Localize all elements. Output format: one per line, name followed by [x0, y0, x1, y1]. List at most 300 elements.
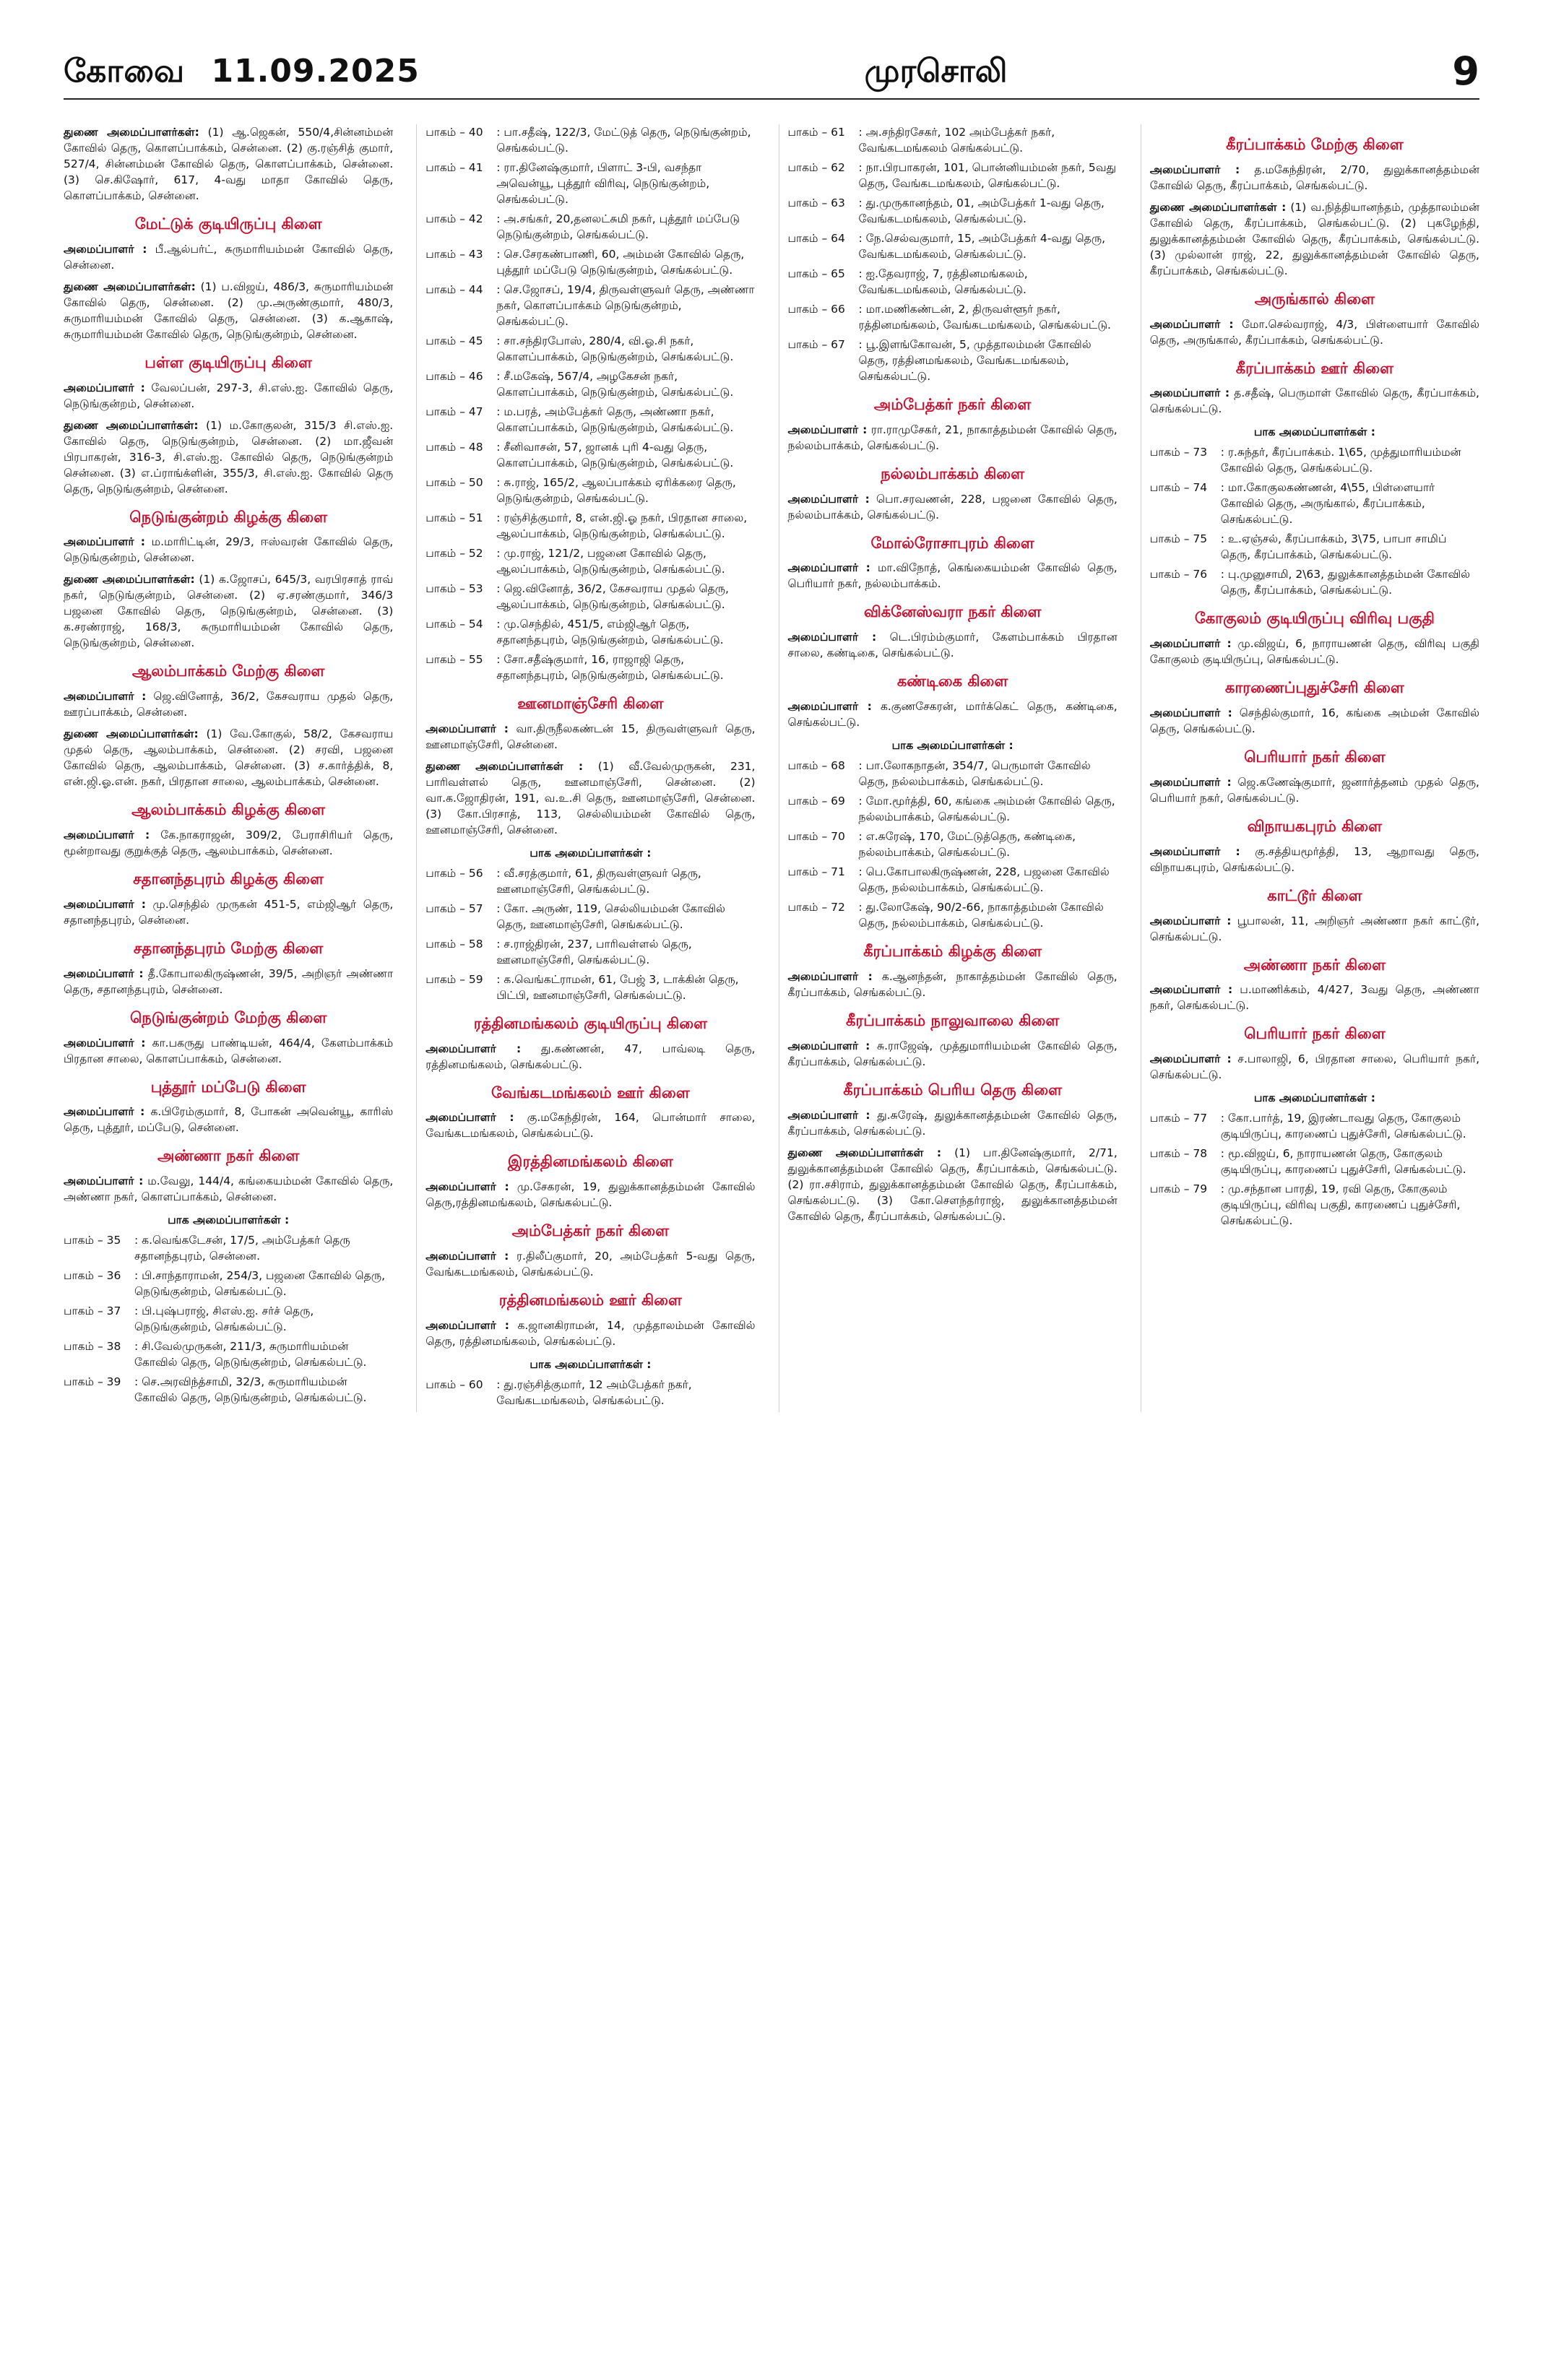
booth-entry [425, 124, 755, 156]
booth-entry [1150, 480, 1479, 527]
member-details: கு.மகேந்திரன், 164, பொன்மார் சாலை, வேங்கடமங்கலம், செங்கல்பட்டு. [425, 1111, 756, 1141]
member-details: (1) ம.கோகுலன், 315/3 சி.எஸ்.ஐ. கோவில் தெரு, நெடுங்குன்றம், சென்னை. (2) மா.ஜீவன் பிரபாகரன், 316-3, சி.எஸ்.ஐ. கோவில் தெரு, நெடுங்குன்றம் சென்னை. (3) எ.ப்ராங்க்ளின், 355/3, சி.எஸ்.ஐ. கோவில் தெரு தெரு, நெடுங்குன்றம், சென்னை. [64, 418, 394, 496]
booth-number: பாகம் – 76 [1149, 568, 1208, 581]
member-paragraph [425, 1317, 755, 1349]
section-subheading: பாக அமைப்பாளர்கள் : [1253, 1091, 1375, 1105]
booth-number: பாகம் – 75 [1149, 532, 1208, 546]
member-details: ச.பாலாஜி, 6, பிரதான சாலை, பெரியார் நகர், செங்கல்பட்டு. [1149, 1052, 1479, 1082]
branch-heading: கீரப்பாக்கம் பெரிய தெரு கிளை [843, 1081, 1063, 1099]
booth-member: : மோ.மூர்த்தி, 60, கங்கை அம்மன் கோவில் தெரு, நல்லம்பாக்கம், செங்கல்பட்டு. [858, 795, 1115, 824]
booth-number: பாகம் – 67 [787, 338, 845, 351]
role-label: அமைப்பாளர் : [1149, 914, 1232, 927]
section-subheading: பாக அமைப்பாளர்கள் : [530, 846, 652, 860]
masthead [64, 48, 1479, 100]
booth-number: பாகம் – 60 [425, 1377, 483, 1391]
booth-member: : பா.சதீஷ், 122/3, மேட்டுத் தெரு, நெடுங்குன்றம், செங்கல்பட்டு. [496, 126, 751, 155]
member-paragraph [1150, 913, 1479, 945]
booth-entry [64, 1232, 393, 1264]
article-columns [64, 124, 1479, 1412]
role-label: அமைப்பாளர் : [1149, 637, 1232, 651]
booth-number: பாகம் – 70 [787, 830, 845, 844]
booth-entry [1150, 531, 1479, 563]
branch-heading: அண்ணா நகர் கிளை [157, 1147, 300, 1165]
booth-member: : ஐ.தேவராஜ், 7, ரத்தினமங்கலம், வேங்கடமங்கலம், செங்கல்பட்டு. [858, 267, 1028, 296]
member-paragraph [788, 698, 1118, 730]
booth-number: பாகம் – 64 [787, 232, 845, 245]
booth-number: பாகம் – 58 [425, 937, 483, 951]
branch-heading: ஊனமாஞ்சேரி கிளை [517, 695, 664, 712]
member-details: (1) பா.தினேஷ்குமார், 2/71, துலுக்கானத்தம்மன் கோவில் தெரு, கீரப்பாக்கம், செங்கல்பட்டு. (2) ரா.சசிராம், துலுக்கானத்தம்மன் கோவில் தெரு, கீரப்பாக்கம், செங்கல்பட்டு. (3) கோ.சௌந்தர்ராஜ், துலுக்கானத்தம்மன் கோவில் தெரு, கீரப்பாக்கம், செங்கல்பட்டு. [787, 1146, 1118, 1223]
branch-heading: அருங்கால் கிளை [1254, 290, 1375, 308]
booth-entry [788, 899, 1118, 931]
role-label: அமைப்பாளர் : [787, 561, 870, 575]
branch-heading: கீரப்பாக்கம் ஊர் கிளை [1235, 359, 1394, 377]
booth-number: பாகம் – 79 [1149, 1182, 1208, 1196]
booth-entry [425, 510, 755, 542]
booth-entry [64, 1303, 393, 1335]
branch-heading: ஆலம்பாக்கம் கிழக்கு கிளை [131, 801, 326, 819]
edition-date [64, 53, 420, 94]
booth-entry [425, 475, 755, 506]
branch-heading: விக்னேஸ்வரா நகர் கிளை [863, 603, 1042, 621]
member-paragraph [64, 279, 393, 342]
member-paragraph [788, 629, 1118, 661]
booth-member: : க.வெங்கட்ராமன், 61, பேஜ் 3, டாக்கின் தெரு, பிட்பி, ஊனமாஞ்சேரி, செங்கல்பட்டு. [496, 972, 739, 1002]
member-details: (1) வே.கோகுல், 58/2, கேசவராய முதல் தெரு, ஆலம்பாக்கம், சென்னை. (2) சரவி, பஜனை கோவில் தெரு, ஆலம்பாக்கம், சென்னை. (3) ச.கார்த்திக், 8, என்.ஜி.ஓ.என். நகர், பிரதான சாலை, ஆலம்பாக்கம், சென்னை. [64, 727, 394, 789]
booth-member: : சீ.மகேஷ், 567/4, அழகேசன் நகர், கொளப்பாக்கம், நெடுங்குன்றம், செங்கல்பட்டு. [496, 370, 734, 399]
booth-member: : து.முருகானந்தம், 01, அம்பேத்கர் 1-வது தெரு, வேங்கடமங்கலம், செங்கல்பட்டு. [858, 196, 1105, 225]
booth-entry [425, 1377, 755, 1408]
member-paragraph [425, 1109, 755, 1141]
booth-entry [425, 581, 755, 613]
booth-member: : பி.புஷ்பராஜ், சிஎஸ்.ஐ. சர்ச் தெரு, நெடுங்குன்றம், செங்கல்பட்டு. [134, 1304, 314, 1334]
column-2 [416, 124, 755, 1412]
member-paragraph [64, 827, 393, 859]
member-details: டெ.பிரம்ம்குமார், கேளம்பாக்கம் பிரதான சாலை, கண்டிகை, செங்கல்பட்டு. [787, 631, 1118, 660]
booth-entry [425, 901, 755, 932]
member-details: கு.சத்தியமூர்த்தி, 13, ஆறாவது தெரு, விநாயகபுரம், செங்கல்பட்டு. [1149, 844, 1479, 874]
booth-member: : மு.சந்தான பாரதி, 19, ரவி தெரு, கோகுலம் குடியிருப்பு, விரிவு பகுதி, காரணைப் புதுச்சேரி, செங்கல்பட்டு. [1220, 1182, 1461, 1228]
booth-number: பாகம் – 69 [787, 795, 845, 808]
booth-member: : மா.மணிகண்டன், 2, திருவள்ளூர் நகர், ரத்தினமங்கலம், வேங்கடமங்கலம், செங்கல்பட்டு. [858, 303, 1111, 332]
member-details: ஜெ.கணேஷ்குமார், ஜனார்த்தனம் முதல் தெரு, பெரியார் நகர், செங்கல்பட்டு. [1149, 775, 1479, 805]
role-label: அமைப்பாளர் : [1149, 386, 1230, 400]
booth-entry [425, 368, 755, 400]
booth-entry [64, 1374, 393, 1406]
branch-heading: வேங்கடமங்கலம் ஊர் கிளை [491, 1083, 690, 1102]
member-paragraph [64, 1173, 393, 1205]
booth-number: பாகம் – 48 [425, 441, 483, 454]
member-details: (1) ஆ.ஜெகன், 550/4,சின்னம்மன் கோவில் தெரு, கொளப்பாக்கம், சென்னை. (2) கு.ரஞ்சித் குமார், 527/4, சின்னம்மன் கோவில் தெரு, கொளப்பாக்கம், சென்னை. (3) செ.கிஷோர், 617, 4-வது மாதா கோவில் தெரு, கொளப்பாக்கம், சென்னை. [64, 126, 394, 202]
member-paragraph [1150, 162, 1479, 194]
role-label: அமைப்பாளர் : [64, 1105, 145, 1119]
member-details: மா.விநோத், கெங்கையம்மன் கோவில் தெரு, பெரியார் நகர், நல்லம்பாக்கம். [787, 561, 1118, 591]
booth-number: பாகம் – 54 [425, 618, 483, 631]
booth-number: பாகம் – 77 [1149, 1112, 1208, 1125]
booth-member: : செ.அரவிந்த்சாமி, 32/3, சுருமாரியம்மன் கோவில் தெரு, நெடுங்குன்றம், செங்கல்பட்டு. [134, 1375, 367, 1405]
role-label: அமைப்பாளர் : [1149, 317, 1234, 331]
booth-entry [425, 545, 755, 577]
branch-heading: பெரியார் நகர் கிளை [1244, 748, 1386, 766]
member-details: மு.செந்தில் முருகன் 451-5, எம்ஜிஆர் தெரு, சதானந்தபுரம், சென்னை. [64, 897, 394, 927]
booth-entry [425, 865, 755, 897]
role-label: அமைப்பாளர் : [64, 897, 146, 911]
branch-heading: கீரப்பாக்கம் கிழக்கு கிளை [863, 943, 1042, 961]
role-label: அமைப்பாளர் : [64, 381, 145, 394]
member-paragraph [64, 417, 393, 497]
section-subheading: பாக அமைப்பாளர்கள் : [530, 1357, 652, 1371]
member-paragraph [1150, 705, 1479, 737]
booth-entry [425, 972, 755, 1003]
role-label: அமைப்பாளர் : [64, 1174, 144, 1188]
booth-member: : ர.சுந்தர், கீரப்பாக்கம். 1\65, முத்துமாரியம்மன் கோவில் தெரு, செங்கல்பட்டு. [1220, 446, 1461, 475]
booth-member: : பூ.இளங்கோவன், 5, முத்தாலம்மன் கோவில் தெரு, ரத்தினமங்கலம், வேங்கடமங்கலம், செங்கல்பட்டு. [858, 338, 1092, 383]
role-label: அமைப்பாளர் : [64, 535, 145, 549]
member-details: வேலப்பன், 297-3, சி.எஸ்.ஐ. கோவில் தெரு, நெடுங்குன்றம், சென்னை. [64, 381, 394, 410]
booth-member: : து.லோகேஷ், 90/2-66, நாகாத்தம்மன் கோவில் தெரு, நல்லம்பாக்கம், செங்கல்பட்டு. [858, 901, 1104, 930]
booth-number: பாகம் – 53 [425, 582, 483, 595]
booth-member: : மு.ராஜ், 121/2, பஜனை கோவில் தெரு, ஆலப்பாக்கம், நெடுங்குன்றம், செங்கல்பட்டு. [496, 547, 725, 576]
member-paragraph [425, 1041, 755, 1073]
booth-entry [425, 652, 755, 683]
booth-number: பாகம் – 52 [425, 547, 483, 560]
booth-member: : அ.சந்திரசேகர், 102 அம்பேத்கர் நகர், வேங்கடமங்கலம் செங்கல்பட்டு. [858, 126, 1055, 155]
member-details: க.ஆனந்தன், நாகாத்தம்மன் கோவில் தெரு, கீரப்பாக்கம், செங்கல்பட்டு. [787, 969, 1118, 999]
role-label: அமைப்பாளர் : [787, 700, 872, 714]
member-paragraph [64, 380, 393, 412]
booth-number: பாகம் – 42 [425, 212, 483, 225]
member-details: மோ.செல்வராஜ், 4/3, பிள்ளையார் கோவில் தெரு, அருங்கால், கீரப்பாக்கம், செங்கல்பட்டு. [1149, 317, 1479, 347]
member-paragraph [64, 1035, 393, 1067]
booth-entry [788, 301, 1118, 333]
role-label: துணை அமைப்பாளர்கள் : [425, 759, 584, 773]
booth-member: : நே.செல்வகுமார், 15, அம்பேத்கர் 4-வது தெரு, வேங்கடமங்கலம், செங்கல்பட்டு. [858, 232, 1106, 261]
booth-member: : கோ. அருண், 119, செல்லியம்மன் கோவில் தெரு, ஊனமாஞ்சேரி, செங்கல்பட்டு. [496, 901, 725, 931]
member-details: செந்தில்குமார், 16, கங்கை அம்மன் கோவில் தெரு, செங்கல்பட்டு. [1149, 706, 1479, 736]
member-paragraph [788, 969, 1118, 1000]
booth-entry [788, 266, 1118, 298]
booth-member: : செ.சேரகண்பாணி, 60, அம்மன் கோவில் தெரு, புத்தூர் மப்பேடு நெடுங்குன்றம், செங்கல்பட்டு. [496, 248, 745, 277]
booth-entry [425, 246, 755, 278]
booth-number: பாகம் – 45 [425, 334, 483, 347]
section-subheading: பாக அமைப்பாளர்கள் : [1253, 425, 1375, 439]
booth-member: : ஜெ.வினோத், 36/2, கேசவராய முதல் தெரு, ஆலப்பாக்கம், நெடுங்குன்றம், செங்கல்பட்டு. [496, 582, 729, 611]
booth-entry [425, 211, 755, 243]
role-label: அமைப்பாளர் : [787, 1108, 870, 1122]
branch-heading: ரத்தினமங்கலம் குடியிருப்பு கிளை [473, 1014, 708, 1032]
booth-member: : பு.முனுசாமி, 2\63, துலுக்கானத்தம்மன் கோவில் தெரு, கீரப்பாக்கம், செங்கல்பட்டு. [1220, 568, 1470, 597]
booth-entry [425, 282, 755, 329]
booth-member: : து.ரஞ்சித்குமார், 12 அம்பேத்கர் நகர், வேங்கடமங்கலம், செங்கல்பட்டு. [496, 1377, 692, 1407]
page-number: 9 [1452, 48, 1479, 94]
booth-number: பாகம் – 36 [64, 1269, 121, 1283]
role-label: துணை அமைப்பாளர்கள்: [64, 573, 195, 587]
booth-member: : சீனிவாசன், 57, ஜானக் புரி 4-வது தெரு, கொளப்பாக்கம், நெடுங்குன்றம், செங்கல்பட்டு. [496, 441, 734, 469]
branch-heading: அம்பேத்கர் நகர் கிளை [511, 1222, 670, 1240]
branch-heading: மேட்டுக் குடியிருப்பு கிளை [134, 215, 322, 233]
booth-number: பாகம் – 51 [425, 511, 483, 524]
member-paragraph [1150, 385, 1479, 417]
role-label: அமைப்பாளர் : [1149, 1052, 1232, 1066]
booth-number: பாகம் – 61 [787, 126, 845, 139]
member-paragraph [1150, 199, 1479, 279]
branch-heading: கீரப்பாக்கம் மேற்கு கிளை [1226, 136, 1404, 153]
member-paragraph [788, 560, 1118, 592]
branch-heading: இரத்தினமங்கலம் கிளை [507, 1153, 673, 1171]
section-subheading: பாக அமைப்பாளர்கள் : [891, 739, 1013, 753]
booth-member: : க.வெங்கடேசன், 17/5, அம்பேத்கர் தெரு சதானந்தபுரம், சென்னை. [134, 1234, 350, 1263]
branch-heading: புத்தூர் மப்பேடு கிளை [150, 1078, 306, 1096]
role-label: அமைப்பாளர் : [64, 242, 147, 256]
member-details: (1) வீ.வேல்முருகன், 231, பாரிவள்ளல் தெரு, ஊனமாஞ்சேரி, சென்னை. (2) வா.க.ஜோதிரன், 191, வ.உ.சி தெரு, ஊனமாஞ்சேரி, சென்னை. (3) கோ.பிரசாத், 113, செல்லியம்மன் கோவில் தெரு, ஊனமாஞ்சேரி, சென்னை. [425, 759, 756, 836]
column-3 [779, 124, 1118, 1412]
member-paragraph [425, 1179, 755, 1211]
booth-entry [1150, 444, 1479, 476]
branch-heading: சதானந்தபுரம் கிழக்கு கிளை [133, 870, 324, 888]
booth-number: பாகம் – 44 [425, 283, 483, 296]
booth-member: : ச.ராஜ்திரன், 237, பாரிவள்ளல் தெரு, ஊனமாஞ்சேரி, செங்கல்பட்டு. [496, 937, 692, 966]
member-paragraph [1150, 1051, 1479, 1083]
booth-member: : அ.சங்கர், 20,தனலட்சுமி நகர், புத்தூர் மப்பேடு நெடுங்குன்றம், செங்கல்பட்டு. [496, 212, 740, 241]
member-paragraph [788, 1145, 1118, 1224]
member-paragraph [64, 688, 393, 720]
booth-member: : மா.கோகுலகண்ணன், 4\55, பிள்ளையார் கோவில் தெரு, அருங்கால், கீரப்பாக்கம், செங்கல்பட்டு. [1220, 481, 1435, 527]
role-label: அமைப்பாளர் : [787, 969, 873, 983]
booth-number: பாகம் – 72 [787, 901, 845, 914]
booth-member: : மூ.விஜய், 6, நாராயணன் தெரு, கோகுலம் குடியிருப்பு, காரணைப் புதுச்சேரி, செங்கல்பட்டு. [1220, 1147, 1466, 1177]
booth-number: பாகம் – 35 [64, 1234, 121, 1247]
booth-number: பாகம் – 39 [64, 1375, 121, 1389]
branch-heading: காரணைப்புதுச்சேரி கிளை [1224, 679, 1404, 697]
booth-member: : சோ.சதீஷ்குமார், 16, ராஜாஜி தெரு, சதானந்தபுரம், நெடுங்குன்றம், செங்கல்பட்டு. [496, 653, 724, 682]
booth-number: பாகம் – 63 [787, 196, 845, 209]
member-paragraph [788, 422, 1118, 454]
booth-entry [1150, 1181, 1479, 1229]
role-label: அமைப்பாளர் : [787, 631, 877, 644]
branch-heading: கோகுலம் குடியிருப்பு விரிவு பகுதி [1194, 610, 1435, 628]
booth-entry [425, 936, 755, 968]
role-label: அமைப்பாளர் : [1149, 844, 1240, 858]
role-label: துணை அமைப்பாளர்கள் : [787, 1146, 942, 1159]
member-details: மு.விஜய், 6, நாராயணன் தெரு, விரிவு பகுதி கோகுலம் குடியிருப்பு, செங்கல்பட்டு. [1149, 637, 1479, 667]
role-label: அமைப்பாளர் : [787, 423, 868, 436]
booth-member: : பி.சாந்தாராமன், 254/3, பஜனை கோவில் தெரு, நெடுங்குன்றம், செங்கல்பட்டு. [134, 1269, 386, 1299]
member-details: ரா.ராமுசேகர், 21, நாகாத்தம்மன் கோவில் தெரு, நல்லம்பாக்கம், செங்கல்பட்டு. [787, 423, 1118, 452]
booth-entry [1150, 566, 1479, 598]
booth-number: பாகம் – 38 [64, 1340, 121, 1354]
member-details: ர.திலீப்குமார், 20, அம்பேத்கர் 5-வது தெரு, வேங்கடமங்கலம், செங்கல்பட்டு. [425, 1250, 756, 1279]
member-details: (1) வ.நித்தியானந்தம், முத்தாலம்மன் கோவில் தெரு, கீரப்பாக்கம், செங்கல்பட்டு. (2) புகழேந்தி, துலுக்கானத்தம்மன் கோவில் தெரு, கீரப்பாக்கம், செங்கல்பட்டு. (3) முல்லான் ராஜ், 22, துலுக்கானத்தம்மன் கோவில் தெரு, கீரப்பாக்கம், செங்கல்பட்டு. [1149, 200, 1480, 277]
branch-heading: அண்ணா நகர் கிளை [1243, 956, 1386, 974]
role-label: துணை அமைப்பாளர்கள்: [64, 126, 199, 139]
branch-heading: சதானந்தபுரம் மேற்கு கிளை [133, 939, 324, 957]
member-paragraph [425, 758, 755, 838]
role-label: அமைப்பாளர் : [425, 722, 509, 735]
member-paragraph [425, 1248, 755, 1280]
booth-entry [64, 1338, 393, 1370]
member-details: கா.பகருது பாண்டியன், 464/4, கேளம்பாக்கம் பிரதான சாலை, கொளப்பாக்கம், சென்னை. [64, 1036, 394, 1065]
role-label: அமைப்பாளர் : [425, 1180, 509, 1194]
member-details: (1) க.ஜோசப், 645/3, வரபிரசாத் ராவ் நகர், நெடுங்குன்றம், சென்னை. (2) ஏ.சரண்குமார், 346/3 பஜனை கோவில் தெரு, நெடுங்குன்றம், சென்னை. (3) க.சரண்ராஜ், 168/3, சுருமாரியம்மன் கோவில் தெரு, நெடுங்குன்றம், சென்னை. [64, 573, 394, 650]
booth-entry [788, 160, 1118, 191]
role-label: அமைப்பாளர் : [1149, 775, 1232, 789]
member-details: க.ஜானகிராமன், 14, முத்தாலம்மன் கோவில் தெரு, ரத்தினமங்கலம், செங்கல்பட்டு. [425, 1318, 756, 1348]
member-paragraph [1150, 982, 1479, 1013]
role-label: துணை அமைப்பாளர்கள் : [1149, 200, 1287, 214]
booth-member: : நா.பிரபாகரன், 101, பொன்னியம்மன் நகர், 5வது தெரு, வேங்கடமங்கலம், செங்கல்பட்டு. [858, 161, 1117, 190]
member-details: பொ.சரவணன், 228, பஜனை கோவில் தெரு, நல்லம்பாக்கம், செங்கல்பட்டு. [787, 492, 1118, 522]
booth-number: பாகம் – 62 [787, 161, 845, 174]
role-label: அமைப்பாளர் : [1149, 706, 1232, 720]
booth-number: பாகம் – 74 [1149, 481, 1208, 495]
booth-number: பாகம் – 66 [787, 303, 845, 316]
member-details: ஜெ.வினோத், 36/2, கேசவராய முதல் தெரு, ஊரப்பாக்கம், சென்னை. [64, 690, 394, 719]
booth-member: : சு.ராஜ், 165/2, ஆலப்பாக்கம் ஏரிக்கரை தெரு, நெடுங்குன்றம், செங்கல்பட்டு. [496, 476, 736, 505]
branch-heading: விநாயகபுரம் கிளை [1247, 817, 1383, 835]
role-label: அமைப்பாளர் : [425, 1042, 522, 1055]
booth-member: : எ.சுரேஷ், 170, மேட்டுத்தெரு, கண்டிகை, நல்லம்பாக்கம், செங்கல்பட்டு. [858, 830, 1076, 860]
member-paragraph [64, 534, 393, 566]
booth-entry [425, 616, 755, 648]
booth-entry [788, 337, 1118, 384]
member-paragraph [425, 721, 755, 753]
booth-number: பாகம் – 71 [787, 865, 845, 879]
booth-entry [425, 439, 755, 471]
booth-entry [64, 1268, 393, 1299]
booth-number: பாகம் – 46 [425, 370, 483, 383]
member-details: து.சுரேஷ், துலுக்கானத்தம்மன் கோவில் தெரு, கீரப்பாக்கம், செங்கல்பட்டு. [787, 1108, 1118, 1138]
role-label: அமைப்பாளர் : [64, 966, 144, 980]
member-paragraph [64, 571, 393, 651]
role-label: அமைப்பாளர் : [64, 1036, 146, 1050]
column-4 [1141, 124, 1479, 1412]
booth-number: பாகம் – 73 [1149, 446, 1208, 459]
booth-entry [788, 793, 1118, 825]
booth-entry [788, 195, 1118, 227]
role-label: அமைப்பாளர் : [787, 492, 870, 506]
member-details: ம.மாரிட்டின், 29/3, ஈஸ்வரன் கோவில் தெரு, நெடுங்குன்றம், சென்னை. [64, 535, 394, 565]
booth-number: பாகம் – 59 [425, 972, 483, 986]
branch-heading: காட்டூர் கிளை [1267, 886, 1362, 904]
booth-number: பாகம் – 68 [787, 759, 845, 773]
member-details: பூபாலன், 11, அறிஞர் அண்ணா நகர் காட்டூர், செங்கல்பட்டு. [1149, 914, 1479, 943]
booth-entry [1150, 1110, 1479, 1142]
newspaper-title: முரசொலி [864, 53, 1008, 90]
member-paragraph [64, 966, 393, 998]
role-label: அமைப்பாளர் : [425, 1318, 509, 1332]
role-label: அமைப்பாளர் : [64, 828, 150, 842]
booth-number: பாகம் – 43 [425, 248, 483, 261]
booth-number: பாகம் – 57 [425, 901, 483, 915]
issue-date: 11.09.2025 [211, 53, 420, 90]
booth-member: : சா.சந்திரபோஸ், 280/4, வி.ஓ.சி நகர், கொளப்பாக்கம், நெடுங்குன்றம், செங்கல்பட்டு. [496, 334, 734, 363]
member-details: தீ.கோபாலகிருஷ்ணன், 39/5, அறிஞர் அண்ணா தெரு, சதானந்தபுரம், சென்னை. [64, 966, 394, 996]
role-label: அமைப்பாளர் : [425, 1250, 509, 1263]
role-label: துணை அமைப்பாளர்கள்: [64, 418, 199, 432]
member-paragraph [64, 124, 393, 204]
member-details: மு.சேகரன், 19, துலுக்கானத்தம்மன் கோவில் தெரு,ரத்தினமங்கலம், செங்கல்பட்டு. [425, 1180, 756, 1210]
branch-heading: கண்டிகை கிளை [896, 672, 1008, 691]
member-details: சு.ராஜேஷ், முத்துமாரியம்மன் கோவில் தெரு, கீரப்பாக்கம், செங்கல்பட்டு. [787, 1039, 1118, 1068]
member-paragraph [64, 241, 393, 273]
branch-heading: பள்ள குடியிருப்பு கிளை [144, 353, 312, 371]
booth-entry [425, 404, 755, 436]
role-label: துணை அமைப்பாளர்கள்: [64, 280, 196, 293]
branch-heading: பெரியார் நகர் கிளை [1244, 1025, 1386, 1043]
booth-member: : கோ.பார்த், 19, இரண்டாவது தெரு, கோகுலம் குடியிருப்பு, காரணைப் புதுச்சேரி, செங்கல்பட்டு. [1220, 1112, 1466, 1141]
member-paragraph [1150, 316, 1479, 348]
member-details: க.பிரேம்குமார், 8, போகன் அவென்யூ, காரிஸ் தெரு, புத்தூர், மப்பேடு, சென்னை. [64, 1105, 394, 1135]
booth-member: : பா.லோகநாதன், 354/7, பெருமாள் கோவில் தெரு, நல்லம்பாக்கம், செங்கல்பட்டு. [858, 759, 1091, 789]
member-details: பீ.ஆல்பர்ட், சுருமாரியம்மன் கோவில் தெரு, சென்னை. [64, 242, 394, 272]
member-paragraph [64, 896, 393, 928]
booth-member: : பெ.கோபாலகிருஷ்ணன், 228, பஜனை கோவில் தெரு, நல்லம்பாக்கம், செங்கல்பட்டு. [858, 865, 1110, 895]
booth-entry [788, 124, 1118, 156]
booth-entry [425, 333, 755, 365]
booth-member: : மு.செந்தில், 451/5, எம்ஜிஆர் தெரு, சதானந்தபுரம், நெடுங்குன்றம், செங்கல்பட்டு. [496, 618, 724, 646]
member-paragraph [1150, 636, 1479, 667]
member-details: ப.மாணிக்கம், 4/427, 3வது தெரு, அண்ணா நகர், செங்கல்பட்டு. [1149, 983, 1479, 1013]
member-paragraph [788, 1038, 1118, 1070]
booth-number: பாகம் – 37 [64, 1304, 121, 1318]
branch-heading: நெடுங்குன்றம் மேற்கு கிளை [129, 1008, 327, 1026]
branch-heading: ரத்தினமங்கலம் ஊர் கிளை [498, 1291, 682, 1310]
booth-member: : சி.வேல்முருகன், 211/3, சுருமாரியம்மன் கோவில் தெரு, நெடுங்குன்றம், செங்கல்பட்டு. [134, 1340, 367, 1369]
role-label: அமைப்பாளர் : [1149, 983, 1233, 997]
member-details: க.குணசேகரன், மார்க்கெட் தெரு, கண்டிகை, செங்கல்பட்டு. [787, 700, 1118, 730]
booth-number: பாகம் – 40 [425, 126, 483, 139]
member-details: கே.நாகராஜன், 309/2, பேராசிரியர் தெரு, மூன்றாவது குறுக்குத் தெரு, ஆலம்பாக்கம், சென்னை. [64, 828, 394, 858]
member-details: (1) ப.விஜய், 486/3, சுருமாரியம்மன் கோவில் தெரு, சென்னை. (2) மு.அருண்குமார், 480/3, சுருமாரியம்மன் கோவில் தெரு, சென்னை. (3) க.ஆகாஷ், சுருமாரியம்மன் கோவில் தெரு, நெடுங்குன்றம், சென்னை. [64, 280, 394, 341]
edition-name: கோவை [64, 53, 186, 90]
branch-heading: மோல்ரோசாபுரம் கிளை [870, 534, 1034, 552]
member-details: து.கண்ணன், 47, பாவ்லடி தெரு, ரத்தினமங்கலம், செங்கல்பட்டு. [425, 1042, 756, 1071]
member-details: த.சதீஷ், பெருமாள் கோவில் தெரு, கீரப்பாக்கம், செங்கல்பட்டு. [1149, 386, 1479, 416]
member-paragraph [1150, 844, 1479, 875]
booth-entry [788, 230, 1118, 262]
booth-number: பாகம் – 47 [425, 405, 483, 418]
branch-heading: அம்பேத்கர் நகர் கிளை [873, 396, 1032, 413]
booth-entry [425, 160, 755, 207]
booth-number: பாகம் – 65 [787, 267, 845, 280]
member-details: வா.திருநீலகண்டன் 15, திருவள்ளுவர் தெரு, ஊனமாஞ்சேரி, சென்னை. [425, 722, 756, 751]
section-subheading: பாக அமைப்பாளர்கள் : [168, 1213, 290, 1227]
member-paragraph [64, 726, 393, 789]
member-paragraph [788, 1107, 1118, 1139]
branch-heading: ஆலம்பாக்கம் மேற்கு கிளை [131, 662, 325, 680]
branch-heading: நல்லம்பாக்கம் கிளை [881, 464, 1025, 483]
booth-number: பாகம் – 78 [1149, 1147, 1208, 1161]
branch-heading: நெடுங்குன்றம் கிழக்கு கிளை [129, 508, 328, 526]
booth-member: : செ.ஜோசப், 19/4, திருவள்ளுவர் தெரு, அண்ணா நகர், கொளப்பாக்கம் நெடுங்குன்றம், செங்கல்பட்டு. [496, 283, 755, 328]
role-label: அமைப்பாளர் : [787, 1039, 870, 1052]
booth-member: : வீ.சரத்குமார், 61, திருவள்ளுவர் தெரு, ஊனமாஞ்சேரி, செங்கல்பட்டு. [496, 866, 701, 896]
booth-entry [788, 758, 1118, 789]
booth-member: : உ.ஏஞ்சல், கீரப்பாக்கம், 3\75, பாபா சாமிப் தெரு, கீரப்பாக்கம், செங்கல்பட்டு. [1220, 532, 1447, 562]
member-details: ம.வேலு, 144/4, கங்கையம்மன் கோவில் தெரு, அண்ணா நகர், கொளப்பாக்கம், சென்னை. [64, 1174, 394, 1204]
role-label: அமைப்பாளர் : [425, 1111, 514, 1125]
member-paragraph [1150, 774, 1479, 806]
role-label: துணை அமைப்பாளர்கள்: [64, 727, 199, 741]
booth-entry [788, 828, 1118, 860]
member-details: த.மகேந்திரன், 2/70, துலுக்கானத்தம்மன் கோவில் தெரு, கீரப்பாக்கம், செங்கல்பட்டு. [1149, 163, 1479, 192]
member-paragraph [788, 491, 1118, 523]
booth-entry [788, 864, 1118, 896]
role-label: அமைப்பாளர் : [1149, 163, 1240, 176]
booth-member: : ரா.தினேஷ்குமார், பிளாட் 3-பி, வசந்தா அவென்யூ, புத்தூர் விரிவு, நெடுங்குன்றம், செங்கல்பட்டு. [496, 161, 710, 206]
member-paragraph [64, 1104, 393, 1135]
booth-number: பாகம் – 56 [425, 866, 483, 880]
